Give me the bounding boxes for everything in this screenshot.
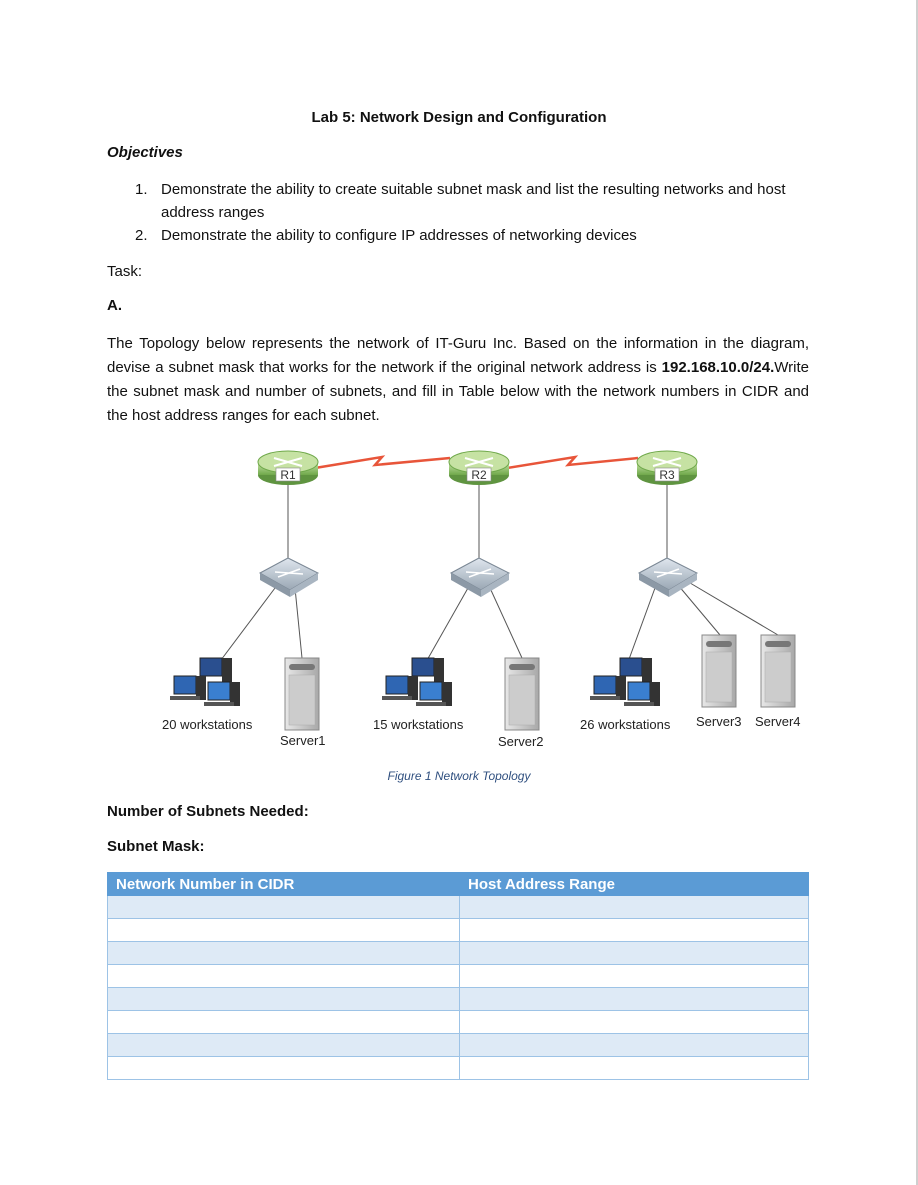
task-label: Task:	[107, 263, 143, 280]
network-cell[interactable]	[108, 942, 460, 965]
workstations-label-2: 15 workstations	[373, 717, 464, 732]
link-sw2-server2	[490, 588, 522, 658]
network-cell[interactable]	[108, 919, 460, 942]
table-row	[108, 988, 809, 1011]
server2-label: Server2	[498, 734, 544, 749]
column-header-host-range: Host Address Range	[460, 873, 809, 896]
table-row	[108, 942, 809, 965]
workstations-group-3	[590, 658, 660, 706]
wan-link-r2-r3	[507, 457, 638, 468]
server4	[761, 635, 795, 707]
table-row	[108, 1011, 809, 1034]
host-range-cell[interactable]	[460, 1011, 809, 1034]
workstations-group-2	[382, 658, 452, 706]
table-row	[108, 896, 809, 919]
table-row	[108, 1057, 809, 1080]
host-range-cell[interactable]	[460, 1034, 809, 1057]
network-cell[interactable]	[108, 896, 460, 919]
server3	[702, 635, 736, 707]
list-number: 1.	[135, 181, 148, 198]
host-range-cell[interactable]	[460, 942, 809, 965]
link-sw1-server1	[295, 588, 302, 658]
network-cell[interactable]	[108, 1011, 460, 1034]
wan-link-r1-r2	[315, 457, 450, 468]
link-sw3-ws	[628, 588, 655, 662]
table-header-row	[108, 873, 809, 896]
network-address: 192.168.10.0/24.	[661, 359, 775, 376]
host-range-cell[interactable]	[460, 1057, 809, 1080]
network-topology-diagram	[150, 440, 810, 760]
host-range-cell[interactable]	[460, 919, 809, 942]
network-cell[interactable]	[108, 965, 460, 988]
server3-label: Server3	[696, 714, 742, 729]
table-row	[108, 965, 809, 988]
network-cell[interactable]	[108, 1034, 460, 1057]
host-range-cell[interactable]	[460, 988, 809, 1011]
workstations-label-3: 26 workstations	[580, 717, 671, 732]
server1-label: Server1	[280, 733, 326, 748]
paragraph-text-2: Write the subnet mask and number of subnets, and fill in Table below with the network numbers in CIDR and the host address ranges for each subnet.	[107, 359, 809, 424]
list-item	[107, 224, 807, 247]
section-a-heading: A.	[107, 297, 122, 314]
server2	[505, 658, 539, 730]
objectives-list	[107, 178, 807, 247]
table-row	[108, 1034, 809, 1057]
link-sw2-ws	[426, 588, 468, 662]
server4-label: Server4	[755, 714, 801, 729]
switch-2	[451, 558, 509, 597]
switch-1	[260, 558, 318, 597]
router-label-r3: R3	[659, 468, 675, 482]
subnets-needed-label: Number of Subnets Needed:	[107, 803, 309, 820]
link-sw3-server3	[678, 585, 720, 635]
list-number: 2.	[135, 227, 148, 244]
table-row	[108, 919, 809, 942]
workstations-group-1	[170, 658, 240, 706]
task-paragraph	[107, 332, 809, 428]
router-label-r2: R2	[471, 468, 487, 482]
document-title: Lab 5: Network Design and Configuration	[311, 109, 607, 126]
switch-3	[639, 558, 697, 597]
network-cell[interactable]	[108, 1057, 460, 1080]
paragraph-text-1: The Topology below represents the network of IT-Guru Inc. Based on the information in the diagram, devise a subnet mask that works for the network if the original network address is	[107, 335, 809, 376]
objective-text: Demonstrate the ability to configure IP addresses of networking devices	[161, 227, 637, 244]
host-range-cell[interactable]	[460, 896, 809, 919]
link-sw3-server4	[685, 580, 778, 635]
figure-caption: Figure 1 Network Topology	[387, 769, 531, 783]
server1	[285, 658, 319, 730]
host-range-cell[interactable]	[460, 965, 809, 988]
router-label-r1: R1	[280, 468, 296, 482]
column-header-network: Network Number in CIDR	[108, 873, 460, 896]
objectives-heading: Objectives	[107, 144, 183, 161]
subnet-mask-label: Subnet Mask:	[107, 838, 205, 855]
list-item	[107, 178, 807, 224]
objective-text: Demonstrate the ability to create suitable subnet mask and list the resulting networks and host address ranges	[161, 181, 786, 221]
network-cell[interactable]	[108, 988, 460, 1011]
subnet-table	[107, 872, 809, 1080]
workstations-label-1: 20 workstations	[162, 717, 253, 732]
